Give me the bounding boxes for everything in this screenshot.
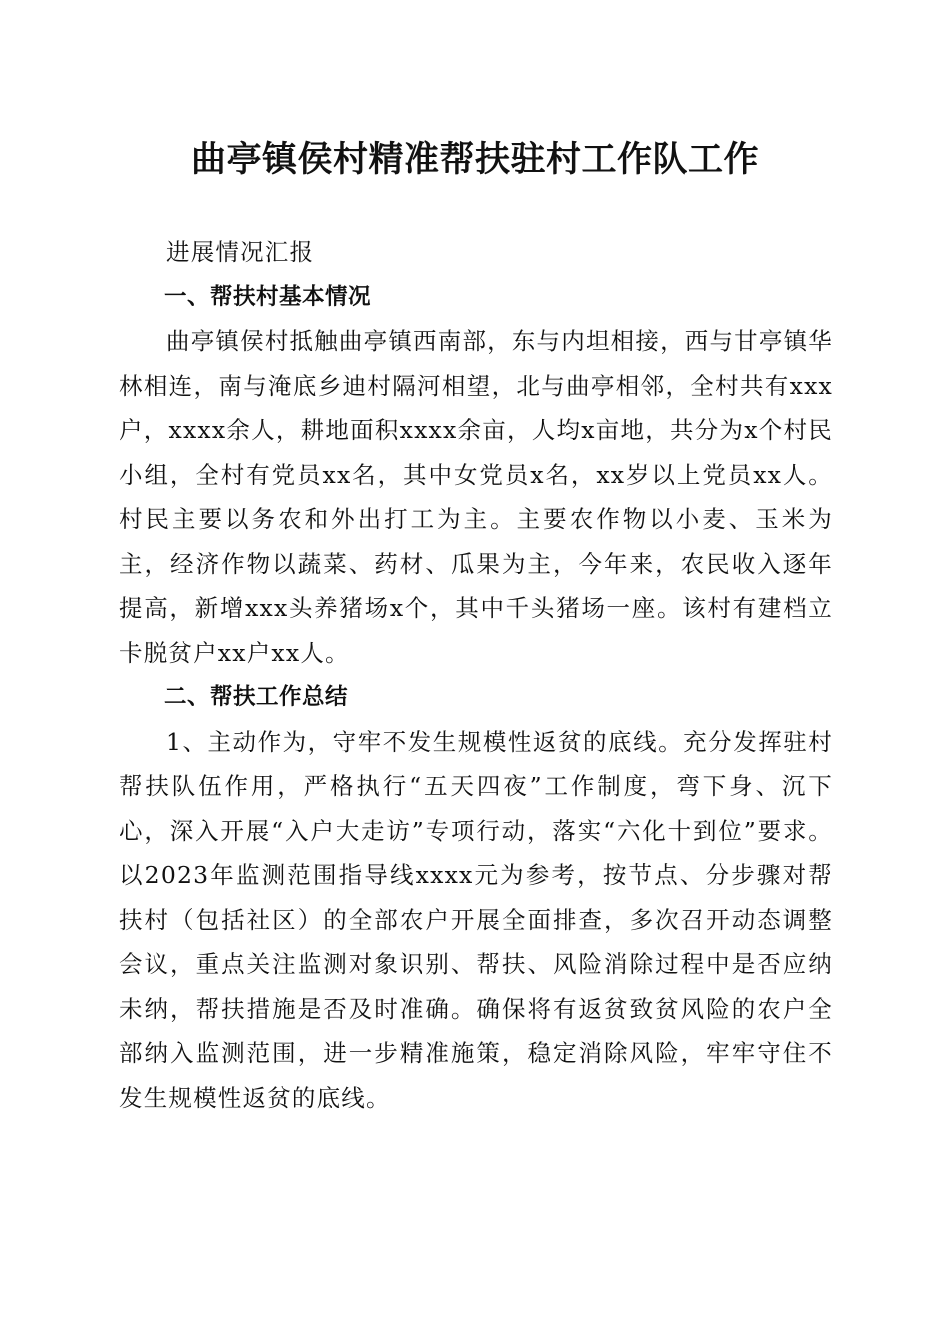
section-paragraph-basic-info: 曲亭镇侯村抵触曲亭镇西南部，东与内坦相接，西与甘亭镇华林相连，南与淹底乡迪村隔河相望，北与曲亭相邻，全村共有xxx户，xxxx余人，耕地面积xxxx余亩，人均x亩地，共分为x个村民小组，全村有党员xx名，其中女党员x名，xx岁以上党员xx人。村民主要以务农和外出打工为主。主要农作物以小麦、玉米为主，经济作物以蔬菜、药材、瓜果为主，今年来，农民收入逐年提高，新增xxx头养猪场x个，其中千头猪场一座。该村有建档立卡脱贫户xx户xx人。: [119, 327, 833, 667]
section-heading-basic-info: 一、帮扶村基本情况: [164, 283, 372, 310]
section-heading-work-summary: 二、帮扶工作总结: [164, 684, 349, 710]
subtitle-line: 进展情况汇报: [166, 238, 315, 266]
section-paragraph-work-summary: 1、主动作为，守牢不发生规模性返贫的底线。充分发挥驻村帮扶队伍作用，严格执行“五天四夜”工作制度，弯下身、沉下心，深入开展“入户大走访”专项行动，落实“六化十到位”要求。以2023年监测范围指导线xxxx元为参考，按节点、分步骤对帮扶村（包括社区）的全部农户开展全面排查，多次召开动态调整会议，重点关注监测对象识别、帮扶、风险消除过程中是否应纳未纳，帮扶措施是否及时准确。确保将有返贫致贫风险的农户全部纳入监测范围，进一步精准施策，稳定消除风险，牢牢守住不发生规模性返贫的底线。: [119, 727, 833, 1112]
document-title: 曲亭镇侯村精准帮扶驻村工作队工作: [190, 139, 759, 180]
document-body: [119, 230, 833, 1120]
